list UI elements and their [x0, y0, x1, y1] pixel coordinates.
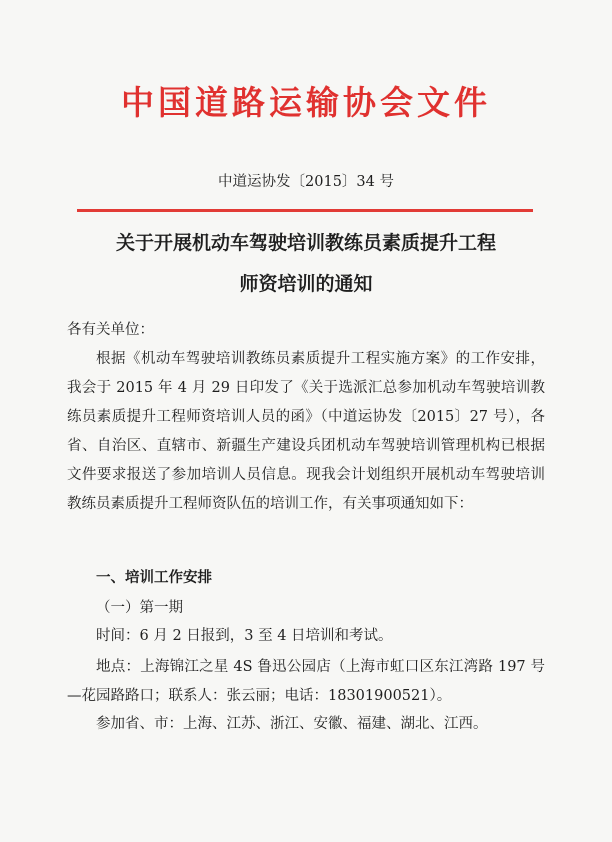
org-header-title: 中国道路运输协会文件: [121, 83, 491, 122]
participating-provinces: 参加省、市：上海、江苏、浙江、安徽、福建、湖北、江西。: [96, 716, 488, 732]
session-time: 时间：6 月 2 日报到，3 至 4 日培训和考试。: [96, 628, 393, 644]
session-location: 地点：上海锦江之星 4S 鲁迅公园店（上海市虹口区东江湾路 197 号—花园路路口；联系人：张云丽；电话：18301900521）。: [67, 659, 545, 704]
notice-title-line-2: 师资培训的通知: [239, 273, 373, 295]
document-number: 中道运协发〔2015〕34 号: [218, 174, 394, 190]
section-heading-one: 一、培训工作安排: [96, 569, 212, 586]
subsection-heading-first-session: （一）第一期: [96, 600, 183, 616]
body-paragraph: 根据《机动车驾驶培训教练员素质提升工程实施方案》的工作安排，我会于 2015 年 4 月 29 日印发了《关于选派汇总参加机动车驾驶培训教练员素质提升工程师资培训人员的函》（中道运协发〔2015〕27 号），各省、自治区、直辖市、新疆生产建设兵团机动车驾驶培训管理机构已根据文件要求报送了参加培训人员信息。现我会计划组织开展机动车驾驶培训教练员素质提升工程师资队伍的培训工作，有关事项通知如下：: [67, 351, 545, 512]
addressee: 各有关单位：: [67, 322, 154, 338]
notice-title-line-1: 关于开展机动车驾驶培训教练员素质提升工程: [115, 232, 496, 254]
red-divider-line: [77, 209, 533, 212]
